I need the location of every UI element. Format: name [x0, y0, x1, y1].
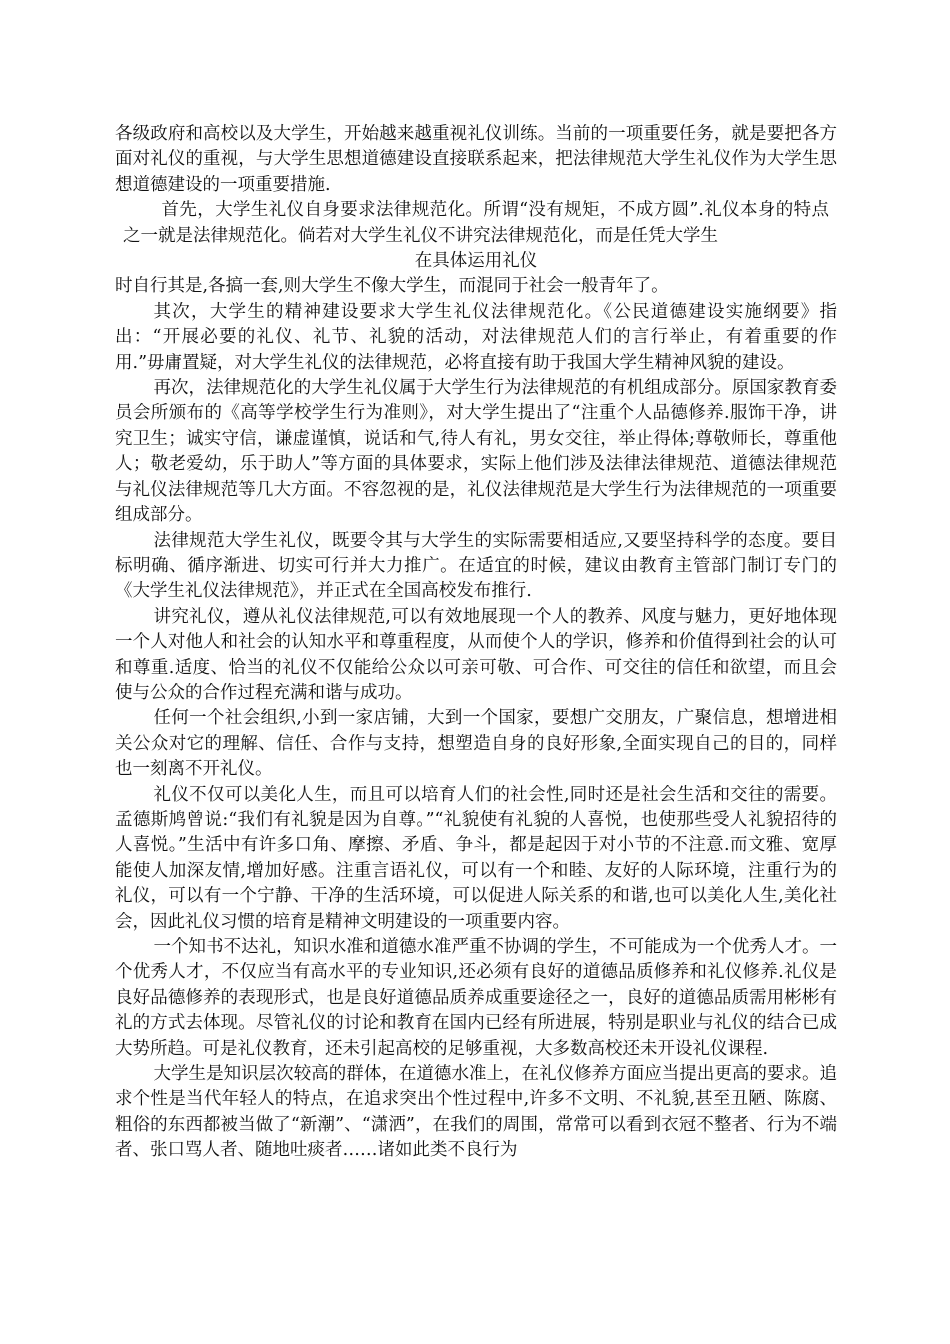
paragraph-etiquette-value: 讲究礼仪，遵从礼仪法律规范,可以有效地展现一个人的教养、风度与魅力，更好地体现一个人对他人和社会的认知水平和尊重程度，从而使个人的学识，修养和价值得到社会的认可和尊重.适度、恰当的礼仪不仅能给公众以可亲可敬、可合作、可交往的信任和欲望，而且会使与公众的合作过程充满和谐与成功。 [115, 606, 837, 703]
paragraph-talent: 一个知书不达礼，知识水准和道德水准严重不协调的学生，不可能成为一个优秀人才。一个优秀人才，不仅应当有高水平的专业知识,还必须有良好的道德品质修养和礼仪修养.礼仪是良好品德修养的表现形式，也是良好道德品质养成重要途径之一，良好的道德品质需用彬彬有礼的方式去体现。尽管礼仪的讨论和教育在国内已经有所进展，特别是职业与礼仪的结合已成大势所趋。可是礼仪教育，还未引起高校的足够重视，大多数高校还未开设礼仪课程. [115, 937, 837, 1059]
paragraph-intro: 各级政府和高校以及大学生，开始越来越重视礼仪训练。当前的一项重要任务，就是要把各方面对礼仪的重视，与大学生思想道德建设直接联系起来，把法律规范大学生礼仪作为大学生思想道德建设的一项重要措施. [115, 124, 837, 195]
centered-fragment: 在具体运用礼仪 [414, 251, 538, 272]
paragraph-organizations: 任何一个社会组织,小到一家店铺，大到一个国家，要想广交朋友，广聚信息，想增进相关公众对它的理解、信任、合作与支持，想塑造自身的良好形象,全面实现自己的目的，同样也一刻离不开礼仪。 [115, 708, 837, 780]
paragraph-second-point: 其次，大学生的精神建设要求大学生礼仪法律规范化。《公民道德建设实施纲要》指出：“开展必要的礼仪、礼节、礼貌的活动，对法律规范人们的言行举止，有着重要的作用.”毋庸置疑，对大学生礼仪的法律规范，必将直接有助于我国大学生精神风貌的建设。 [115, 301, 837, 373]
paragraph-third-point: 再次，法律规范化的大学生礼仪属于大学生行为法律规范的有机组成部分。原国家教育委员会所颁布的《高等学校学生行为准则》，对大学生提出了“注重个人品德修养.服饰干净，讲究卫生；诚实守信，谦虚谨慎，说话和气,待人有礼，男女交往，举止得体;尊敬师长，尊重他人；敬老爱幼，乐于助人”等方面的具体要求，实际上他们涉及法律法律规范、道德法律规范与礼仪法律规范等几大方面。不容忽视的是，礼仪法律规范是大学生行为法律规范的一项重要组成部分。 [115, 378, 837, 526]
paragraph-legal-norm: 法律规范大学生礼仪，既要令其与大学生的实际需要相适应,又要坚持科学的态度。要目标明确、循序渐进、切实可行并大力推广。在适宜的时候，建议由教育主管部门制订专门的《大学生礼仪法律规范》，并正式在全国高校发布推行. [115, 530, 837, 602]
paragraph-first-point: 首先，大学生礼仪自身要求法律规范化。所谓“没有规矩，不成方圆”.礼仪本身的特点之一就是法律规范化。倘若对大学生礼仪不讲究法律规范化，而是任凭大学生 [123, 200, 829, 246]
paragraph-first-point-continued: 时自行其是,各搞一套,则大学生不像大学生，而混同于社会一般青年了。 [115, 276, 669, 297]
document-body [115, 122, 837, 1164]
paragraph-social-life: 礼仪不仅可以美化人生，而且可以培育人们的社会性,同时还是社会生活和交往的需要。孟德斯鸠曾说:“我们有礼貌是因为自尊。”“礼貌使有礼貌的人喜悦，也使那些受人礼貌招待的人喜悦。”生活中有许多口角、摩擦、矛盾、争斗，都是起因于对小节的不注意.而文雅、宽厚能使人加深友情,增加好感。注重言语礼仪，可以有一个和睦、友好的人际环境，注重行为的礼仪，可以有一个宁静、干净的生活环境，可以促进人际关系的和谐,也可以美化人生,美化社会，因此礼仪习惯的培育是精神文明建设的一项重要内容。 [115, 784, 837, 932]
paragraph-students: 大学生是知识层次较高的群体，在道德水准上，在礼仪修养方面应当提出更高的要求。追求个性是当代年轻人的特点，在追求突出个性过程中,许多不文明、不礼貌,甚至丑陋、陈腐、粗俗的东西都被当做了“新潮”、“潇洒”，在我们的周围，常常可以看到衣冠不整者、行为不端者、张口骂人者、随地吐痰者……诸如此类不良行为 [115, 1064, 837, 1161]
